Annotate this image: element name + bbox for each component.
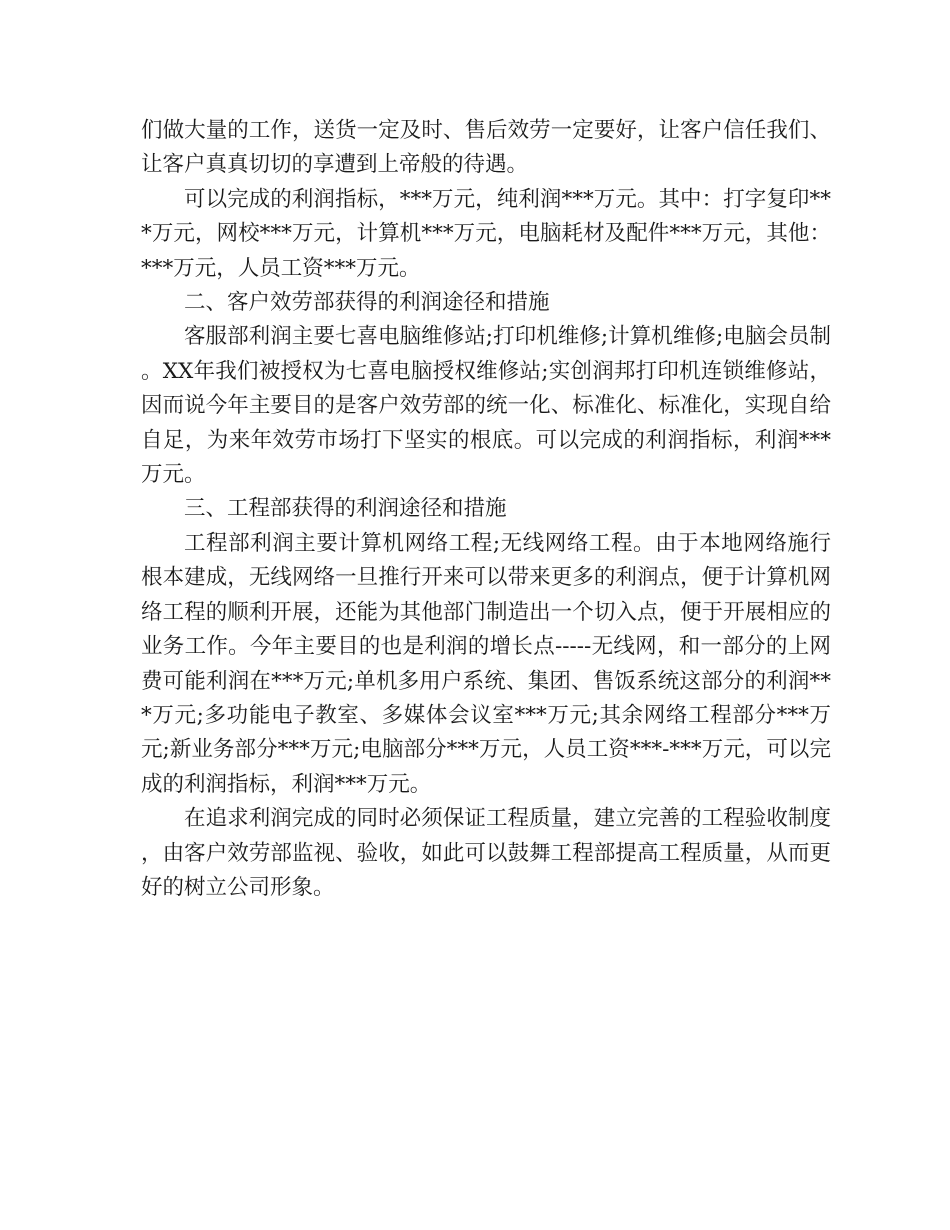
paragraph-customer-service: 客服部利润主要七喜电脑维修站;打印机维修;计算机维修;电脑会员制。XX年我们被授权为七喜电脑授权维修站;实创润邦打印机连锁维修站，因而说今年主要目的是客户效劳部的统一化、标准化、标准化，实现自给自足，为来年效劳市场打下坚实的根底。可以完成的利润指标，利润***万元。: [141, 324, 831, 488]
section-heading-customer-service: 二、客户效劳部获得的利润途径和措施: [184, 290, 550, 316]
paragraph-continuation: 们做大量的工作，送货一定及时、售后效劳一定要好，让客户信任我们、让客户真真切切的享遭到上帝般的待遇。: [141, 118, 831, 178]
section-heading-engineering: 三、工程部获得的利润途径和措施: [184, 496, 507, 522]
paragraph-quality: 在追求利润完成的同时必须保证工程质量，建立完善的工程验收制度，由客户效劳部监视、验收，如此可以鼓舞工程部提高工程质量，从而更好的树立公司形象。: [141, 806, 831, 900]
paragraph-profit-targets: 可以完成的利润指标，***万元，纯利润***万元。其中：打字复印***万元，网校***万元，计算机***万元，电脑耗材及配件***万元，其他：***万元，人员工资***万元。: [141, 186, 831, 281]
paragraph-engineering: 工程部利润主要计算机网络工程;无线网络工程。由于本地网络施行根本建成，无线网络一旦推行开来可以带来更多的利润点，便于计算机网络工程的顺利开展，还能为其他部门制造出一个切入点，便于开展相应的业务工作。今年主要目的也是利润的增长点-----无线网，和一部分的上网费可能利润在***万元;单机多用户系统、集团、售饭系统这部分的利润***万元;多功能电子教室、多媒体会议室***万元;其余网络工程部分***万元;新业务部分***万元;电脑部分***万元，人员工资***-***万元，可以完成的利润指标，利润***万元。: [141, 530, 831, 797]
document-body: [141, 114, 831, 905]
